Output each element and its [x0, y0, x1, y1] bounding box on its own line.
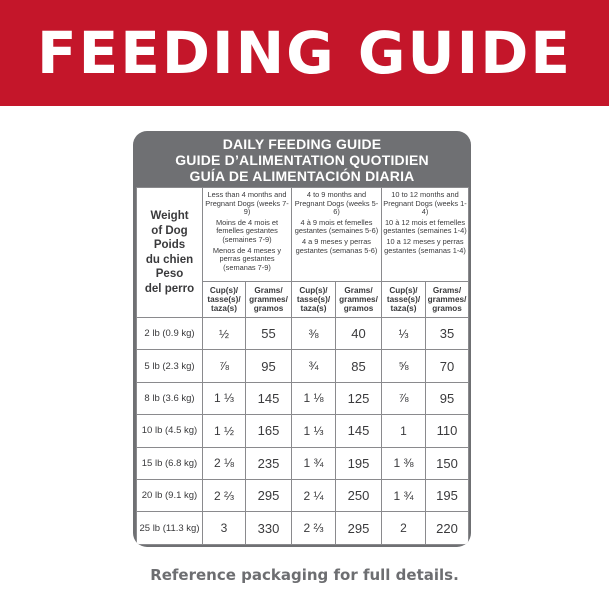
grams-value: 55 — [245, 317, 292, 350]
age-group-fr: Moins de 4 mois et femelles gestantes (semaines 7-9) — [215, 217, 279, 244]
grams-value: 35 — [425, 317, 469, 350]
cups-header: Cup(s)/ tasse(s)/ taza(s) — [291, 281, 336, 318]
cups-value: 1 ⅜ — [381, 447, 426, 480]
grams-value: 295 — [245, 479, 292, 512]
grams-value: 295 — [335, 511, 382, 544]
cups-value: ⅞ — [202, 349, 246, 382]
grams-value: 165 — [245, 414, 292, 447]
title-banner — [0, 0, 609, 106]
cups-value: 2 ⅔ — [291, 511, 336, 544]
cups-value: 1 ⅛ — [291, 382, 336, 415]
card-title-en: DAILY FEEDING GUIDE — [222, 136, 382, 152]
age-group-es: 4 a 9 meses y perras gestantes (semanas 5-6) — [295, 236, 378, 255]
cups-value: 1 ½ — [202, 414, 246, 447]
cups-value: 1 — [381, 414, 426, 447]
cups-value: ⅜ — [291, 317, 336, 350]
cups-value: 2 — [381, 511, 426, 544]
age-group-es: Menos de 4 meses y perras gestantes (semanas 7-9) — [212, 245, 282, 272]
grams-value: 235 — [245, 447, 292, 480]
card-title-es: GUÍA DE ALIMENTACIÓN DIARIA — [189, 168, 415, 184]
age-group-en: 10 to 12 months and Pregnant Dogs (weeks 1-4) — [383, 190, 467, 217]
grams-value: 145 — [245, 382, 292, 415]
weight-header-line: del perro — [144, 282, 195, 295]
grams-value: 150 — [425, 447, 469, 480]
age-group-header — [381, 187, 469, 282]
grams-value: 85 — [335, 349, 382, 382]
grams-value: 125 — [335, 382, 382, 415]
age-group-header — [291, 187, 382, 282]
grams-value: 250 — [335, 479, 382, 512]
weight-header-line: Peso — [155, 268, 184, 280]
row-weight-label: 5 lb (2.3 kg) — [136, 349, 203, 382]
feeding-table — [136, 187, 468, 544]
age-group-header — [202, 187, 292, 282]
grams-value: 110 — [425, 414, 469, 447]
age-group-fr: 10 à 12 mois et femelles gestantes (semaines 1-4) — [383, 217, 467, 236]
grams-header: Grams/ grammes/ gramos — [425, 281, 469, 318]
grams-value: 195 — [335, 447, 382, 480]
grams-header: Grams/ grammes/ gramos — [245, 281, 292, 318]
age-group-en: Less than 4 months and Pregnant Dogs (weeks 7-9) — [205, 190, 289, 217]
grams-value: 95 — [425, 382, 469, 415]
page-title: FEEDING GUIDE — [37, 19, 572, 87]
row-weight-label: 8 lb (3.6 kg) — [136, 382, 203, 415]
age-group-es: 10 a 12 meses y perras gestantes (semanas 1-4) — [384, 236, 466, 255]
cups-value: ½ — [202, 317, 246, 350]
cups-value: 1 ¾ — [381, 479, 426, 512]
cups-value: ¾ — [291, 349, 336, 382]
row-weight-label: 15 lb (6.8 kg) — [136, 447, 203, 480]
row-weight-label: 10 lb (4.5 kg) — [136, 414, 203, 447]
weight-header-line: Weight — [150, 210, 189, 222]
age-group-en: 4 to 9 months and Pregnant Dogs (weeks 5-6) — [294, 190, 379, 217]
cups-value: ⅞ — [381, 382, 426, 415]
grams-value: 195 — [425, 479, 469, 512]
card-header — [133, 131, 471, 187]
footer-note: Reference packaging for full details. — [150, 566, 459, 584]
cups-value: 1 ⅓ — [291, 414, 336, 447]
cups-value: 2 ⅛ — [202, 447, 246, 480]
row-weight-label: 20 lb (9.1 kg) — [136, 479, 203, 512]
card-title-fr: GUIDE D’ALIMENTATION QUOTIDIEN — [175, 152, 429, 168]
cups-value: ⅓ — [381, 317, 426, 350]
grams-value: 70 — [425, 349, 469, 382]
cups-value: 2 ¼ — [291, 479, 336, 512]
weight-header-line: of Dog — [151, 224, 188, 237]
cups-value: 1 ⅓ — [202, 382, 246, 415]
cups-value: 3 — [202, 511, 246, 544]
grams-header: Grams/ grammes/ gramos — [335, 281, 382, 318]
age-group-fr: 4 à 9 mois et femelles gestantes (semaines 5-6) — [294, 217, 379, 236]
grams-value: 40 — [335, 317, 382, 350]
grams-value: 145 — [335, 414, 382, 447]
grams-value: 220 — [425, 511, 469, 544]
grams-value: 330 — [245, 511, 292, 544]
grams-value: 95 — [245, 349, 292, 382]
cups-value: 1 ¾ — [291, 447, 336, 480]
weight-column-header — [136, 187, 203, 318]
row-weight-label: 2 lb (0.9 kg) — [136, 317, 203, 350]
cups-header: Cup(s)/ tasse(s)/ taza(s) — [381, 281, 426, 318]
feeding-guide-card — [133, 131, 471, 547]
cups-value: ⅝ — [381, 349, 426, 382]
row-weight-label: 25 lb (11.3 kg) — [136, 511, 203, 544]
weight-header-line: du chien — [145, 253, 194, 266]
cups-header: Cup(s)/ tasse(s)/ taza(s) — [202, 281, 246, 318]
weight-header-line: Poids — [153, 239, 186, 251]
cups-value: 2 ⅔ — [202, 479, 246, 512]
